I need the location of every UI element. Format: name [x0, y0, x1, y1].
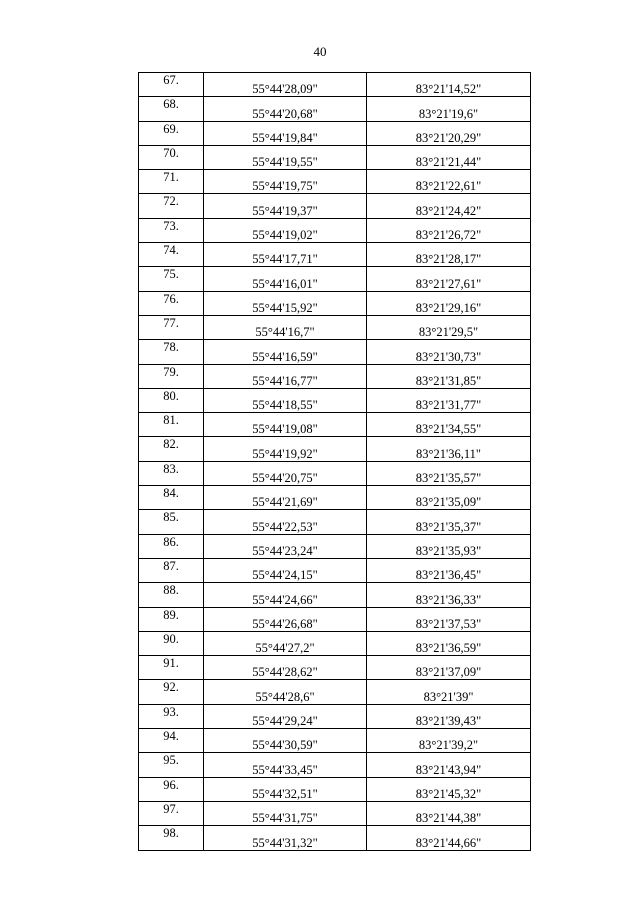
table-row: [139, 461, 531, 485]
point-number-cell: 87.: [139, 558, 204, 582]
longitude-cell: 83°21'34,55": [367, 413, 531, 437]
latitude-cell: 55°44'28,6": [204, 680, 367, 704]
longitude-cell: 83°21'26,72": [367, 218, 531, 242]
point-number-cell: 80.: [139, 388, 204, 412]
longitude-cell: 83°21'45,32": [367, 777, 531, 801]
point-number-cell: 89.: [139, 607, 204, 631]
point-number-cell: 96.: [139, 777, 204, 801]
table-row: [139, 267, 531, 291]
latitude-cell: 55°44'19,84": [204, 121, 367, 145]
latitude-cell: 55°44'27,2": [204, 631, 367, 655]
latitude-cell: 55°44'31,32": [204, 826, 367, 850]
table-row: [139, 243, 531, 267]
table-row: [139, 388, 531, 412]
longitude-cell: 83°21'31,77": [367, 388, 531, 412]
longitude-cell: 83°21'29,16": [367, 291, 531, 315]
latitude-cell: 55°44'16,59": [204, 340, 367, 364]
point-number-cell: 77.: [139, 315, 204, 339]
page-number: 40: [313, 44, 327, 59]
point-number-cell: 71.: [139, 170, 204, 194]
table-row: [139, 291, 531, 315]
latitude-cell: 55°44'17,71": [204, 243, 367, 267]
coordinates-table-body: [139, 73, 531, 851]
longitude-cell: 83°21'39,43": [367, 704, 531, 728]
table-row: [139, 315, 531, 339]
point-number-cell: 67.: [139, 73, 204, 97]
table-row: [139, 194, 531, 218]
table-row: [139, 583, 531, 607]
longitude-cell: 83°21'24,42": [367, 194, 531, 218]
point-number-cell: 92.: [139, 680, 204, 704]
latitude-cell: 55°44'21,69": [204, 486, 367, 510]
table-row: [139, 729, 531, 753]
table-row: [139, 704, 531, 728]
longitude-cell: 83°21'37,09": [367, 656, 531, 680]
point-number-cell: 91.: [139, 656, 204, 680]
point-number-cell: 85.: [139, 510, 204, 534]
longitude-cell: 83°21'35,37": [367, 510, 531, 534]
table-row: [139, 121, 531, 145]
point-number-cell: 90.: [139, 631, 204, 655]
point-number-cell: 84.: [139, 486, 204, 510]
latitude-cell: 55°44'20,75": [204, 461, 367, 485]
point-number-cell: 95.: [139, 753, 204, 777]
point-number-cell: 83.: [139, 461, 204, 485]
table-row: [139, 340, 531, 364]
table-row: [139, 534, 531, 558]
latitude-cell: 55°44'28,09": [204, 73, 367, 97]
latitude-cell: 55°44'33,45": [204, 753, 367, 777]
latitude-cell: 55°44'31,75": [204, 801, 367, 825]
latitude-cell: 55°44'30,59": [204, 729, 367, 753]
point-number-cell: 93.: [139, 704, 204, 728]
table-row: [139, 97, 531, 121]
latitude-cell: 55°44'19,02": [204, 218, 367, 242]
longitude-cell: 83°21'36,59": [367, 631, 531, 655]
table-row: [139, 607, 531, 631]
latitude-cell: 55°44'32,51": [204, 777, 367, 801]
table-row: [139, 413, 531, 437]
longitude-cell: 83°21'14,52": [367, 73, 531, 97]
latitude-cell: 55°44'24,15": [204, 558, 367, 582]
longitude-cell: 83°21'22,61": [367, 170, 531, 194]
longitude-cell: 83°21'39,2": [367, 729, 531, 753]
latitude-cell: 55°44'28,62": [204, 656, 367, 680]
point-number-cell: 97.: [139, 801, 204, 825]
longitude-cell: 83°21'30,73": [367, 340, 531, 364]
latitude-cell: 55°44'29,24": [204, 704, 367, 728]
point-number-cell: 69.: [139, 121, 204, 145]
table-row: [139, 73, 531, 97]
point-number-cell: 98.: [139, 826, 204, 850]
latitude-cell: 55°44'16,01": [204, 267, 367, 291]
table-row: [139, 826, 531, 850]
longitude-cell: 83°21'19,6": [367, 97, 531, 121]
latitude-cell: 55°44'24,66": [204, 583, 367, 607]
longitude-cell: 83°21'36,33": [367, 583, 531, 607]
latitude-cell: 55°44'16,7": [204, 315, 367, 339]
longitude-cell: 83°21'35,57": [367, 461, 531, 485]
point-number-cell: 82.: [139, 437, 204, 461]
latitude-cell: 55°44'22,53": [204, 510, 367, 534]
longitude-cell: 83°21'31,85": [367, 364, 531, 388]
table-row: [139, 486, 531, 510]
latitude-cell: 55°44'16,77": [204, 364, 367, 388]
table-row: [139, 631, 531, 655]
point-number-cell: 76.: [139, 291, 204, 315]
table-row: [139, 777, 531, 801]
point-number-cell: 86.: [139, 534, 204, 558]
longitude-cell: 83°21'20,29": [367, 121, 531, 145]
longitude-cell: 83°21'27,61": [367, 267, 531, 291]
point-number-cell: 79.: [139, 364, 204, 388]
latitude-cell: 55°44'23,24": [204, 534, 367, 558]
table-row: [139, 437, 531, 461]
latitude-cell: 55°44'19,75": [204, 170, 367, 194]
latitude-cell: 55°44'18,55": [204, 388, 367, 412]
table-row: [139, 558, 531, 582]
longitude-cell: 83°21'44,38": [367, 801, 531, 825]
longitude-cell: 83°21'44,66": [367, 826, 531, 850]
table-row: [139, 364, 531, 388]
latitude-cell: 55°44'15,92": [204, 291, 367, 315]
point-number-cell: 78.: [139, 340, 204, 364]
longitude-cell: 83°21'21,44": [367, 145, 531, 169]
latitude-cell: 55°44'26,68": [204, 607, 367, 631]
latitude-cell: 55°44'19,55": [204, 145, 367, 169]
longitude-cell: 83°21'37,53": [367, 607, 531, 631]
coordinates-table: [138, 72, 531, 851]
longitude-cell: 83°21'35,09": [367, 486, 531, 510]
longitude-cell: 83°21'28,17": [367, 243, 531, 267]
longitude-cell: 83°21'35,93": [367, 534, 531, 558]
point-number-cell: 68.: [139, 97, 204, 121]
table-row: [139, 801, 531, 825]
point-number-cell: 73.: [139, 218, 204, 242]
table-row: [139, 753, 531, 777]
point-number-cell: 75.: [139, 267, 204, 291]
table-row: [139, 510, 531, 534]
latitude-cell: 55°44'19,08": [204, 413, 367, 437]
table-row: [139, 145, 531, 169]
latitude-cell: 55°44'19,92": [204, 437, 367, 461]
latitude-cell: 55°44'19,37": [204, 194, 367, 218]
longitude-cell: 83°21'29,5": [367, 315, 531, 339]
point-number-cell: 74.: [139, 243, 204, 267]
table-row: [139, 170, 531, 194]
point-number-cell: 72.: [139, 194, 204, 218]
longitude-cell: 83°21'36,45": [367, 558, 531, 582]
table-row: [139, 218, 531, 242]
point-number-cell: 88.: [139, 583, 204, 607]
longitude-cell: 83°21'36,11": [367, 437, 531, 461]
latitude-cell: 55°44'20,68": [204, 97, 367, 121]
table-row: [139, 680, 531, 704]
point-number-cell: 94.: [139, 729, 204, 753]
point-number-cell: 70.: [139, 145, 204, 169]
table-row: [139, 656, 531, 680]
longitude-cell: 83°21'43,94": [367, 753, 531, 777]
point-number-cell: 81.: [139, 413, 204, 437]
longitude-cell: 83°21'39": [367, 680, 531, 704]
